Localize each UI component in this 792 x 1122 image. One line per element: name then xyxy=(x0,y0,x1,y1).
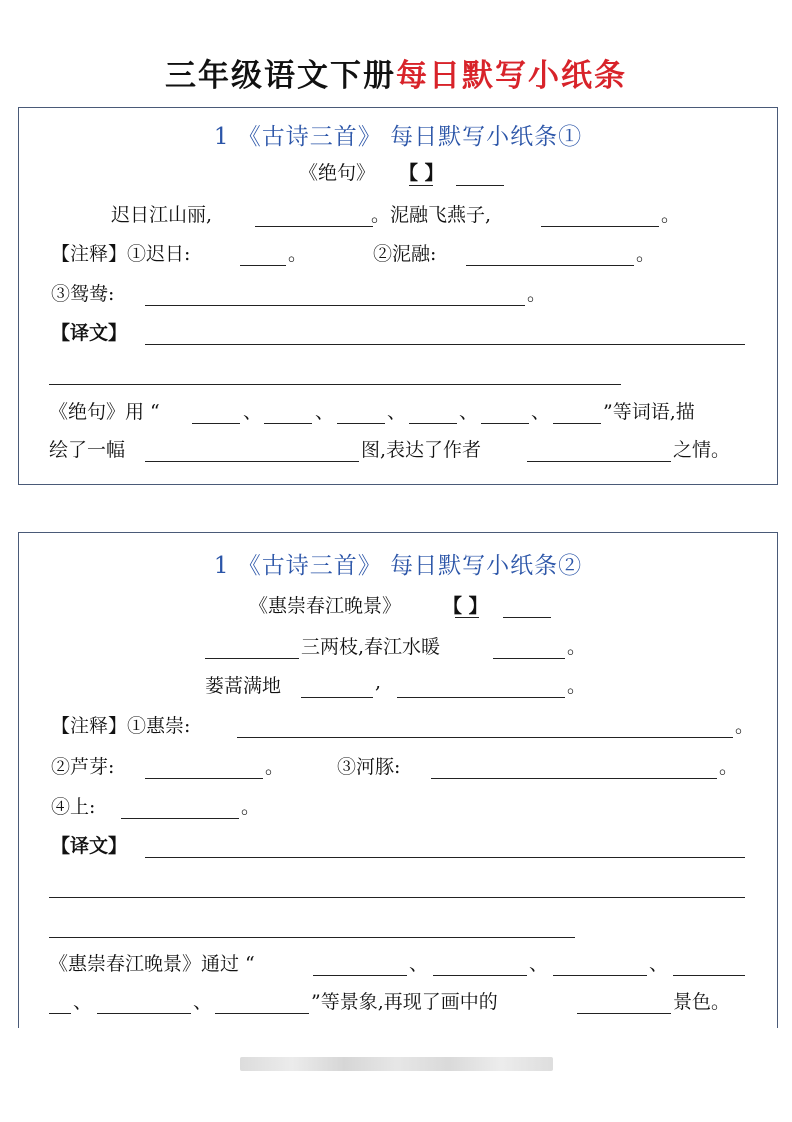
card1-comma-2: 、 xyxy=(315,401,335,423)
card2-translation-blank-3[interactable] xyxy=(49,937,575,938)
card1-title: 1 《古诗三首》 每日默写小纸条① xyxy=(213,124,583,150)
card2-note1: 【注释】①惠崇: xyxy=(51,715,191,737)
card2-note1-end: 。 xyxy=(735,715,755,737)
card2-comma-5: 、 xyxy=(193,991,213,1013)
card1-question-start: 《绝句》用 “ xyxy=(49,401,160,423)
card2-note2-end: 。 xyxy=(265,756,285,778)
card1-translation-blank-2[interactable] xyxy=(49,384,621,385)
card1-dynasty-blank[interactable] xyxy=(456,185,504,186)
card2-comma-2: 、 xyxy=(529,953,549,975)
card2-line1-end: 。 xyxy=(567,636,587,658)
card2-scenery-blank[interactable] xyxy=(577,1013,671,1014)
card1-poem-title: 《绝句》 xyxy=(299,162,376,184)
card1-note3-end: 。 xyxy=(527,283,547,305)
card1-word-blank-5[interactable] xyxy=(481,423,529,424)
card2-title: 1 《古诗三首》 每日默写小纸条② xyxy=(213,553,583,579)
card1-note2-blank[interactable] xyxy=(466,265,634,266)
card1-note2-end: 。 xyxy=(636,243,656,265)
page-title-red: 每日默写小纸条 xyxy=(396,58,627,94)
card1-translation-label: 【译文】 xyxy=(51,322,128,344)
card1-feeling-blank[interactable] xyxy=(527,461,671,462)
card1-author-blank[interactable] xyxy=(409,185,433,186)
card1-question2-mid: 图,表达了作者 xyxy=(361,439,482,461)
card2-line2-blank-2[interactable] xyxy=(397,697,565,698)
card1-word-blank-2[interactable] xyxy=(264,423,312,424)
card1-line1-start: 迟日江山丽, xyxy=(111,204,213,226)
card2-author-blank[interactable] xyxy=(455,617,479,618)
card2-line2-blank-1[interactable] xyxy=(301,697,373,698)
card2-note4-blank[interactable] xyxy=(121,818,239,819)
worksheet-card-1 xyxy=(18,107,778,485)
card1-line1-mid: 。泥融飞燕子, xyxy=(371,204,492,226)
card1-comma-5: 、 xyxy=(531,401,551,423)
card1-author-bracket: 【 】 xyxy=(399,162,444,184)
card2-author-bracket: 【 】 xyxy=(443,595,488,617)
card1-word-blank-6[interactable] xyxy=(553,423,601,424)
card1-line1-blank-2[interactable] xyxy=(541,226,659,227)
card1-note2: ②泥融: xyxy=(373,243,437,265)
card2-question-end: 景色。 xyxy=(673,991,731,1013)
card2-note4: ④上: xyxy=(51,796,96,818)
card2-line2-end: 。 xyxy=(567,675,587,697)
card1-comma-4: 、 xyxy=(459,401,479,423)
card2-scene-blank-2[interactable] xyxy=(433,975,527,976)
blurred-watermark xyxy=(240,1057,553,1071)
card2-dynasty-blank[interactable] xyxy=(503,617,551,618)
card2-note3-end: 。 xyxy=(719,756,739,778)
card2-comma-4: 、 xyxy=(73,991,93,1013)
card1-word-blank-3[interactable] xyxy=(337,423,385,424)
card2-note3-blank[interactable] xyxy=(431,778,717,779)
card2-line1-blank-1[interactable] xyxy=(205,658,299,659)
card2-question-start: 《惠崇春江晚景》通过 “ xyxy=(49,953,255,975)
page-title xyxy=(0,50,792,95)
card1-line1-blank-1[interactable] xyxy=(255,226,373,227)
card2-scene-blank-5[interactable] xyxy=(97,1013,191,1014)
card1-line1-end: 。 xyxy=(661,204,681,226)
card2-scene-blank-3[interactable] xyxy=(553,975,647,976)
card2-scene-blank-1[interactable] xyxy=(313,975,407,976)
card2-line1-blank-2[interactable] xyxy=(493,658,565,659)
card2-comma-3: 、 xyxy=(649,953,669,975)
card1-comma-3: 、 xyxy=(387,401,407,423)
card2-question-quote-end: ”等景象,再现了画中的 xyxy=(311,991,498,1013)
card2-note2: ②芦芽: xyxy=(51,756,115,778)
card2-scene-blank-4[interactable] xyxy=(673,975,745,976)
card1-word-blank-1[interactable] xyxy=(192,423,240,424)
card1-picture-blank[interactable] xyxy=(145,461,359,462)
card1-question2-start: 绘了一幅 xyxy=(49,439,126,461)
card1-translation-blank-1[interactable] xyxy=(145,344,745,345)
page-title-black: 三年级语文下册 xyxy=(165,58,396,94)
card2-note2-blank[interactable] xyxy=(145,778,263,779)
card2-note1-blank[interactable] xyxy=(237,737,733,738)
card1-note3-blank[interactable] xyxy=(145,305,525,306)
card2-translation-label: 【译文】 xyxy=(51,835,128,857)
card1-note1-end: 。 xyxy=(288,243,308,265)
card2-translation-blank-1[interactable] xyxy=(145,857,745,858)
card1-word-blank-4[interactable] xyxy=(409,423,457,424)
card2-note3: ③河豚: xyxy=(337,756,401,778)
card2-note4-end: 。 xyxy=(241,796,261,818)
card1-note1-blank[interactable] xyxy=(240,265,286,266)
card2-translation-blank-2[interactable] xyxy=(49,897,745,898)
worksheet-card-2 xyxy=(18,532,778,1028)
card1-question-quote-end: ”等词语,描 xyxy=(603,401,695,423)
card1-note-label: 【注释】①迟日: xyxy=(51,243,191,265)
card2-line2-comma: , xyxy=(375,671,382,693)
card1-note3: ③鸳鸯: xyxy=(51,283,115,305)
card2-scene-blank-6[interactable] xyxy=(215,1013,309,1014)
card1-comma-1: 、 xyxy=(243,401,263,423)
card2-poem-title: 《惠崇春江晚景》 xyxy=(249,595,402,617)
card2-line1-mid: 三两枝,春江水暖 xyxy=(301,636,441,658)
card2-scene-blank-4-cont[interactable] xyxy=(49,1013,71,1014)
card2-comma-1: 、 xyxy=(409,953,429,975)
card2-line2-start: 蒌蒿满地 xyxy=(205,675,282,697)
card1-question2-end: 之情。 xyxy=(673,439,731,461)
